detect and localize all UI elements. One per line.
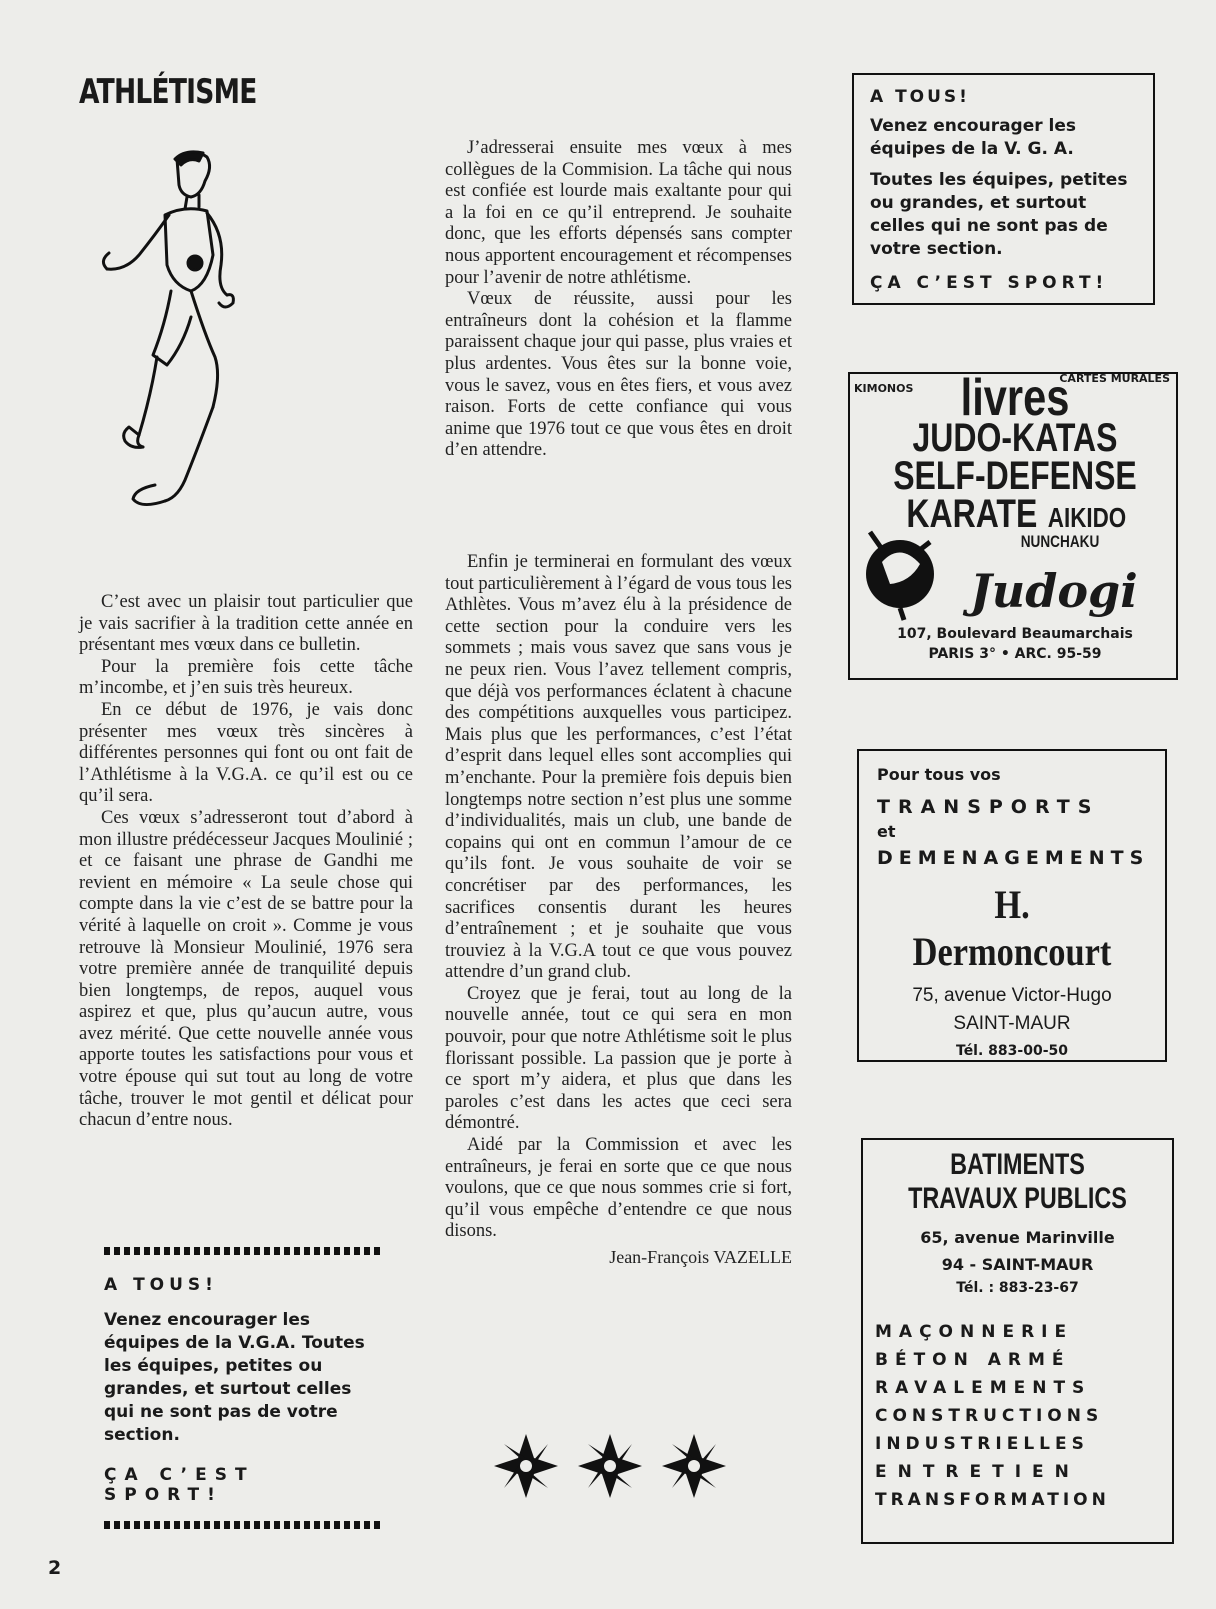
service-item: MAÇONNERIE [875, 1322, 1074, 1342]
article-column-2-top [445, 138, 792, 462]
transport-address: 75, avenue Victor-Hugo [912, 985, 1112, 1006]
ad-judo [848, 369, 1178, 680]
self-defense-label: SELF-DEFENSE [893, 454, 1137, 498]
atous-box-top [852, 73, 1155, 305]
transport-word: TRANSPORTS [877, 796, 1100, 818]
paragraph: Aidé par la Commission et avec les entraîneurs, je ferai en sorte que ce que nous voulons, que ce que nous sommes crie si fort, qu’il vous empêche d’entendre ce que nous disons. [445, 1135, 792, 1242]
judogi-brand: Judogi [970, 564, 1138, 618]
page-title: ATHLÉTISME [79, 72, 257, 112]
atous-heading: A TOUS! [104, 1275, 218, 1295]
transport-city: SAINT-MAUR [953, 1013, 1071, 1034]
service-item: INDUSTRIELLES [875, 1434, 1089, 1454]
kimonos-label: KIMONOS [854, 382, 914, 395]
batiments-title: BATIMENTS [950, 1148, 1085, 1181]
paragraph: C’est avec un plaisir tout particulier que je vais sacrifier à la tradition cette année en présentant mes vœux dans ce bulletin. [79, 592, 413, 656]
judo-throw-icon [860, 522, 940, 622]
ad-transport [857, 749, 1167, 1062]
paragraph: Pour la première fois cette tâche m’incombe, et j’en suis très heureux. [79, 656, 413, 699]
stripe-divider [104, 1247, 380, 1255]
atous-box-bottom [104, 1247, 380, 1529]
stripe-divider [104, 1521, 380, 1529]
paragraph: J’adresserai ensuite mes vœux à mes collègues de la Commision. La tâche qui nous est confiée est lourde mais exaltante pour qui a la foi en ce qu’il entreprend. Je souhaite donc, que les efforts dépensés sans compter nous apportent encouragement et récompenses pour l’avenir de notre athlétisme. [445, 138, 792, 288]
nunchaku-label: NUNCHAKU [1020, 532, 1100, 551]
service-item: CONSTRUCTIONS [875, 1406, 1104, 1426]
service-item: TRANSFORMATION [875, 1490, 1110, 1510]
cartes-label: CARTES MURALES [1059, 372, 1170, 385]
company-name: H. Dermoncourt [912, 882, 1112, 974]
batiments-tel: Tél. : 883-23-67 [956, 1280, 1079, 1296]
karate-label: KARATE [906, 492, 1038, 536]
service-item: ENTRETIEN [875, 1462, 1080, 1482]
transport-tel: Tél. 883-00-50 [956, 1043, 1068, 1059]
service-item: RAVALEMENTS [875, 1378, 1092, 1398]
transport-intro: Pour tous vos [877, 765, 1001, 784]
batiments-city: 94 - SAINT-MAUR [941, 1255, 1094, 1274]
demenagements-word: DEMENAGEMENTS [877, 847, 1150, 869]
paragraph: En ce début de 1976, je vais donc présenter mes vœux très sincères à différentes personnes qui font ou ont fait de l’Athlétisme à la V.G.A. ce qu’il est ou ce qu’il sera. [79, 699, 413, 807]
atous-heading: A TOUS! [870, 87, 970, 107]
article-column-2-bottom [445, 552, 792, 1268]
atous-line: Venez encourager les équipes de la V.G.A. Toutes les équipes, petites ou grandes, et surtout celles qui ne sont pas de votre section. [104, 1310, 365, 1445]
atous-line: Venez encourager les équipes de la V. G. A. [870, 116, 1077, 159]
transport-et: et [877, 822, 896, 841]
aikido-label: AIKIDO [1047, 502, 1126, 533]
judo-katas-label: JUDO-KATAS [912, 416, 1118, 460]
judo-city: PARIS 3° • ARC. 95-59 [928, 646, 1102, 662]
service-item: BÉTON ARMÉ [875, 1350, 1071, 1370]
article-column-1 [79, 592, 413, 1132]
travaux-title: TRAVAUX PUBLICS [908, 1182, 1127, 1215]
livres-label: livres [960, 369, 1070, 427]
paragraph: Enfin je terminerai en formulant des vœux tout particulièrement à l’égard de vous tous les Athlètes. Vous m’avez élu à la présidence de cette section pour la conduire vers les sommets ; mais vous savez que sans vous je ne peux rien. Vous l’avez tellement compris, que déjà vos performances éclatent à chacune des compétitions auxquelles vous participez. Mais plus que les performances, c’est l’état d’esprit dans lequel elles sont accomplies qui m’enchante. Pour la première fois depuis bien longtemps notre section n’est plus une somme d’individualités, mais un club, une bande de copains qui ont en commun l’amour de ce qu’ils font. Je vous souhaite de voir se concrétiser par des performances, les sacrifices consentis durant les heures d’entraînement ; et je souhaite que vous trouviez à la V.G.A tout ce que vous pouvez attendre d’un grand club. [445, 552, 792, 983]
flower-ornament-icon [490, 1430, 730, 1502]
atous-slogan: ÇA C’EST SPORT! [104, 1465, 255, 1505]
runner-illustration [95, 145, 245, 530]
ad-batiments [861, 1138, 1174, 1544]
page-number: 2 [48, 1557, 62, 1579]
signature: Jean-François VAZELLE [609, 1247, 792, 1267]
judo-address: 107, Boulevard Beaumarchais [897, 626, 1133, 642]
atous-line: Toutes les équipes, petites ou grandes, et surtout celles qui ne sont pas de votre section. [870, 170, 1128, 259]
paragraph: Vœux de réussite, aussi pour les entraîneurs dont la cohésion et la flamme paraissent chaque jour qui passe, plus vraies et plus ardentes. Vous êtes sur la bonne voie, vous le savez, vous en êtes fiers, et vous avez raison. Forts de cette confiance qui vous anime que 1976 tout ce que vous êtes en droit d’en attendre. [445, 289, 792, 461]
atous-slogan: ÇA C’EST SPORT! [870, 273, 1109, 293]
batiments-address: 65, avenue Marinville [920, 1228, 1115, 1247]
paragraph: Croyez que je ferai, tout au long de la nouvelle année, tout ce qui sera en mon pouvoir, pour que notre Athlétisme soit le plus florissant possible. La passion que je porte à ce sport m’y aidera, et plus que dans les paroles c’est dans les actes que ceci sera démontré. [445, 983, 792, 1134]
services-list [875, 1318, 1160, 1514]
paragraph: Ces vœux s’adresseront tout d’abord à mon illustre prédécesseur Jacques Moulinié ; et ce faisant une phrase de Gandhi me revient en mémoire « La seule chose qui compte dans la vie c’est de se battre pour la vérité à laquelle on croit ». Comme je vous retrouve là Monsieur Moulinié, 1976 sera votre première année de tranquilité depuis bien longtemps, de repos, auquel vous aspirez et que, plus qu’aucun autre, vous avez mérité. Que cette nouvelle année vous apporte toutes les satisfactions pour vous et votre épouse qui sut tout au long de votre tâche, trouver le mot gentil et délicat pour chacun d’entre nous. [79, 807, 413, 1131]
